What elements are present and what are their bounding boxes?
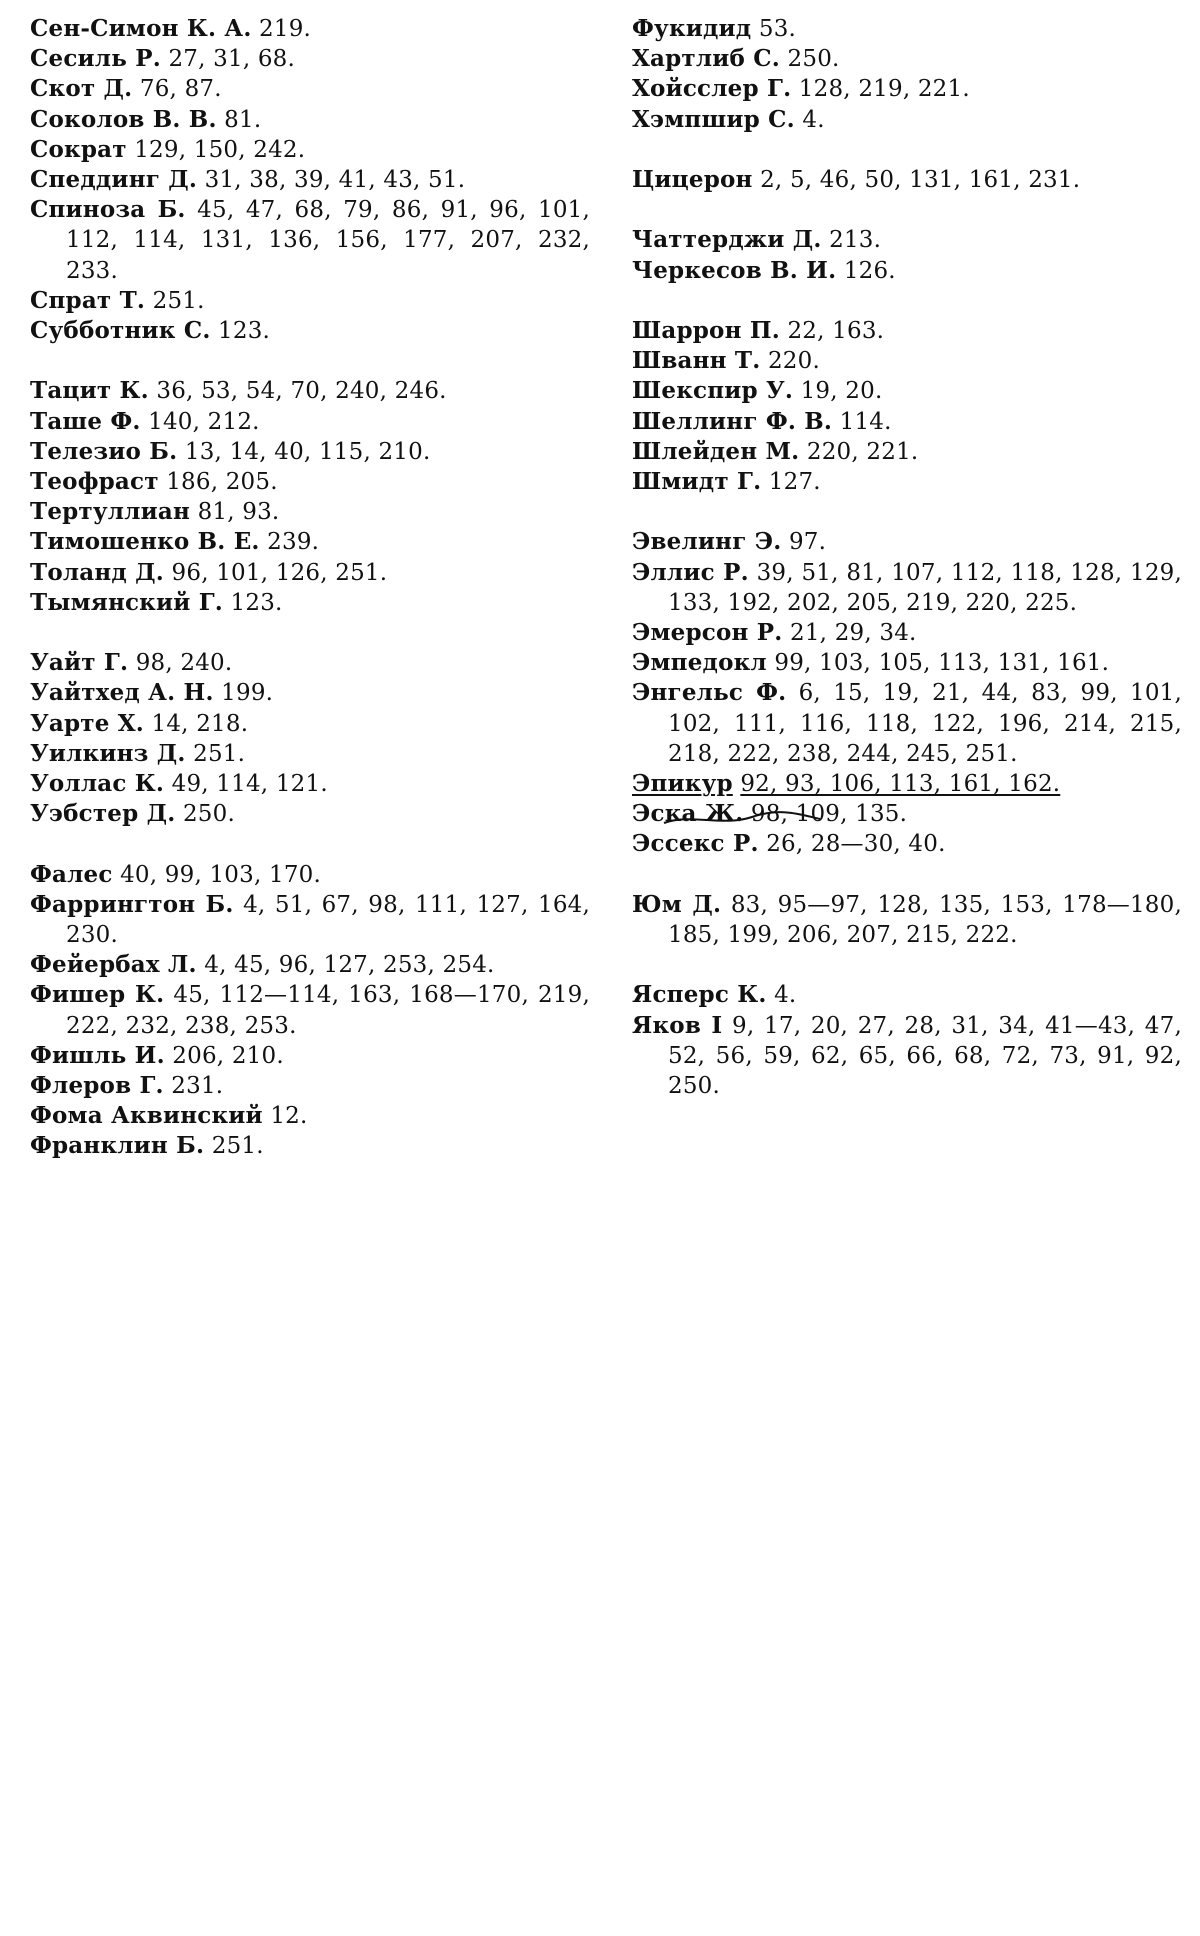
- entry-pages: 97.: [788, 529, 827, 556]
- entry-name: Тимошенко В. Е.: [30, 528, 260, 556]
- entry-pages: 220, 221.: [806, 438, 919, 465]
- index-entry: [632, 678, 1182, 769]
- entry-pages: 4, 45, 96, 127, 253, 254.: [204, 952, 495, 979]
- letter-group-gap: [30, 346, 590, 376]
- entry-name: Фалес: [30, 860, 113, 888]
- entry-name: Фейербах Л.: [30, 951, 197, 979]
- entry-pages: 13, 14, 40, 115, 210.: [184, 438, 431, 465]
- entry-name: Яков I: [632, 1011, 723, 1039]
- entry-pages: 250.: [787, 46, 840, 73]
- entry-pages: 12.: [270, 1103, 308, 1130]
- entry-pages: 4, 51, 67, 98, 111, 127, 164, 230.: [66, 891, 590, 949]
- letter-group-gap: [30, 618, 590, 648]
- entry-pages: 6, 15, 19, 21, 44, 83, 99, 101, 102, 111, 116, 118, 122, 196, 214, 215, 218, 222, 238, 244, 245, 251.: [668, 680, 1182, 767]
- index-entry: [632, 558, 1182, 618]
- entry-name: Франклин Б.: [30, 1132, 205, 1160]
- entry-pages: 250.: [182, 801, 235, 828]
- letter-group-gap: [632, 860, 1182, 890]
- entry-pages: 22, 163.: [787, 317, 885, 344]
- entry-name: Таше Ф.: [30, 407, 141, 435]
- entry-name: Эска Ж.: [632, 800, 744, 828]
- entry-name: Теофраст: [30, 468, 159, 496]
- index-entry: [30, 890, 590, 950]
- entry-name: Уайт Г.: [30, 649, 129, 677]
- letter-group-gap: [632, 135, 1182, 165]
- entry-pages: 14, 218.: [151, 710, 249, 737]
- entry-pages: 4.: [774, 982, 797, 1009]
- entry-name: Фаррингтон Б.: [30, 890, 234, 918]
- index-entry: [30, 648, 590, 678]
- entry-name: Сократ: [30, 135, 127, 163]
- letter-group-gap: [632, 950, 1182, 980]
- entry-pages: 206, 210.: [172, 1042, 284, 1069]
- index-entry: [632, 527, 1182, 557]
- entry-name: Флеров Г.: [30, 1072, 164, 1100]
- entry-name: Шаррон П.: [632, 316, 780, 344]
- entry-name: Фома Аквинский: [30, 1102, 263, 1130]
- entry-name: Шмидт Г.: [632, 468, 762, 495]
- index-entry: [632, 14, 1182, 44]
- entry-pages: 114.: [839, 408, 892, 435]
- entry-name: Хартлиб С.: [632, 45, 781, 73]
- entry-name: Уарте Х.: [30, 709, 144, 737]
- entry-pages: 2, 5, 46, 50, 131, 161, 231.: [760, 167, 1081, 193]
- entry-name: Сесиль Р.: [30, 45, 161, 73]
- entry-name: Шлейден М.: [632, 437, 800, 465]
- entry-name: Энгельс Ф.: [632, 679, 787, 707]
- index-entry: [632, 44, 1182, 74]
- index-entry: [30, 860, 590, 890]
- index-entry: [30, 74, 590, 104]
- index-entry: [30, 588, 590, 618]
- entry-pages: 123.: [218, 318, 271, 345]
- entry-pages: 92, 93, 106, 113, 161, 162.: [740, 771, 1061, 798]
- entry-name: Уэбстер Д.: [30, 800, 176, 828]
- entry-pages: 128, 219, 221.: [798, 76, 970, 103]
- index-entry: [30, 950, 590, 980]
- entry-name: Соколов В. В.: [30, 105, 217, 133]
- entry-pages: 96, 101, 126, 251.: [171, 559, 388, 586]
- entry-pages: 99, 103, 105, 113, 131, 161.: [774, 650, 1110, 677]
- index-entry: [30, 1071, 590, 1101]
- entry-name: Эмерсон Р.: [632, 619, 783, 646]
- entry-name: Шеллинг Ф. В.: [632, 407, 833, 435]
- entry-name: Субботник С.: [30, 317, 211, 345]
- index-entry: [632, 316, 1182, 346]
- entry-name: Спеддинг Д.: [30, 166, 198, 194]
- index-entry: [30, 195, 590, 286]
- index-entry: [632, 256, 1182, 286]
- entry-pages: 45, 47, 68, 79, 86, 91, 96, 101, 112, 114, 131, 136, 156, 177, 207, 232, 233.: [66, 197, 590, 284]
- index-entry: [632, 980, 1182, 1010]
- entry-name: Толанд Д.: [30, 558, 165, 586]
- index-entry: [30, 497, 590, 527]
- index-entry: [30, 527, 590, 557]
- index-entry: [632, 437, 1182, 467]
- index-entry: [30, 467, 590, 497]
- entry-pages: 127.: [768, 469, 821, 495]
- entry-pages: 98, 240.: [135, 650, 233, 677]
- letter-group-gap: [632, 195, 1182, 225]
- entry-name: Уоллас К.: [30, 770, 165, 798]
- entry-pages: 123.: [230, 589, 283, 616]
- entry-name: Тацит К.: [30, 377, 149, 405]
- entry-name: Хойсслер Г.: [632, 75, 792, 103]
- entry-pages: 49, 114, 121.: [171, 771, 328, 798]
- entry-pages: 31, 38, 39, 41, 43, 51.: [204, 167, 466, 194]
- index-entry: [30, 165, 590, 195]
- index-entry: [632, 618, 1182, 648]
- entry-pages: 21, 29, 34.: [790, 620, 917, 646]
- entry-pages: 129, 150, 242.: [134, 136, 306, 163]
- index-entry: [632, 769, 1182, 799]
- index-entry: [30, 709, 590, 739]
- index-entry: [632, 225, 1182, 255]
- index-entry: [632, 346, 1182, 376]
- index-entry: [30, 135, 590, 165]
- entry-pages: 251.: [152, 287, 205, 314]
- entry-pages: 4.: [802, 106, 825, 133]
- index-entry: [632, 105, 1182, 135]
- entry-name: Ясперс К.: [632, 981, 767, 1009]
- index-entry: [30, 14, 590, 44]
- entry-pages: 239.: [267, 529, 320, 556]
- index-column-left: [30, 14, 590, 1162]
- entry-name: Юм Д.: [632, 890, 722, 918]
- index-entry: [632, 407, 1182, 437]
- index-entry: [30, 105, 590, 135]
- entry-pages: 199.: [221, 680, 274, 707]
- index-entry: [632, 890, 1182, 950]
- index-entry: [30, 1131, 590, 1161]
- index-entry: [632, 648, 1182, 678]
- index-column-right: [632, 14, 1182, 1101]
- index-entry: [30, 286, 590, 316]
- entry-name: Фишль И.: [30, 1041, 165, 1069]
- entry-pages: 213.: [829, 227, 882, 254]
- letter-group-gap: [30, 829, 590, 859]
- index-entry: [632, 1011, 1182, 1102]
- entry-pages: 219.: [259, 16, 312, 42]
- index-entry: [30, 980, 590, 1040]
- entry-name: Тымянский Г.: [30, 588, 224, 616]
- index-entry: [30, 437, 590, 467]
- index-entry: [30, 769, 590, 799]
- entry-name: Хэмпшир С.: [632, 105, 795, 133]
- letter-group-gap: [632, 497, 1182, 527]
- index-entry: [30, 739, 590, 769]
- entry-pages: 76, 87.: [139, 76, 222, 103]
- index-entry: [30, 799, 590, 829]
- entry-pages: 83, 95—97, 128, 135, 153, 178—180, 185, 199, 206, 207, 215, 222.: [668, 891, 1182, 949]
- entry-name: Эссекс Р.: [632, 830, 759, 858]
- entry-pages: 251.: [193, 740, 246, 767]
- entry-name: Чаттерджи Д.: [632, 226, 822, 254]
- index-entry: [632, 165, 1182, 195]
- index-entry: [632, 74, 1182, 104]
- entry-pages: 140, 212.: [148, 408, 260, 435]
- entry-name: Фишер К.: [30, 981, 165, 1009]
- entry-pages: 36, 53, 54, 70, 240, 246.: [156, 378, 447, 405]
- entry-name: Эмпедокл: [632, 649, 767, 677]
- entry-name: Скот Д.: [30, 75, 133, 103]
- entry-pages: 231.: [171, 1073, 224, 1100]
- entry-name: Спрат Т.: [30, 286, 146, 314]
- entry-name: Эпикур: [632, 770, 733, 798]
- entry-name: Уайтхед А. Н.: [30, 679, 214, 707]
- entry-name: Сен-Симон К. А.: [30, 15, 252, 42]
- entry-pages: 27, 31, 68.: [168, 46, 296, 73]
- entry-pages: 45, 112—114, 163, 168—170, 219, 222, 232, 238, 253.: [66, 982, 590, 1039]
- entry-pages: 81.: [224, 106, 262, 133]
- entry-pages: 251.: [211, 1133, 264, 1160]
- entry-pages: 26, 28—30, 40.: [766, 831, 946, 858]
- index-entry: [632, 376, 1182, 406]
- index-entry: [30, 44, 590, 74]
- entry-pages: 53.: [758, 16, 797, 42]
- entry-pages: 9, 17, 20, 27, 28, 31, 34, 41—43, 47, 52, 56, 59, 62, 65, 66, 68, 72, 73, 91, 92, 250.: [668, 1012, 1182, 1100]
- entry-name: Эвелинг Э.: [632, 528, 782, 556]
- index-entry: [30, 316, 590, 346]
- letter-group-gap: [632, 286, 1182, 316]
- index-entry: [30, 558, 590, 588]
- entry-name: Тертуллиан: [30, 498, 191, 526]
- entry-name: Эллис Р.: [632, 558, 749, 586]
- index-entry: [30, 678, 590, 708]
- entry-pages: 98, 109, 135.: [750, 801, 908, 828]
- index-entry: [632, 799, 1182, 829]
- entry-name: Уилкинз Д.: [30, 739, 186, 767]
- entry-name: Шванн Т.: [632, 347, 761, 375]
- entry-pages: 19, 20.: [800, 378, 883, 405]
- index-entry: [30, 376, 590, 406]
- index-entry: [30, 1041, 590, 1071]
- entry-pages: 186, 205.: [166, 469, 278, 496]
- entry-name: Фукидид: [632, 15, 752, 42]
- entry-name: Цицерон: [632, 166, 753, 193]
- entry-name: Телезио Б.: [30, 437, 178, 465]
- entry-name: Спиноза Б.: [30, 196, 186, 224]
- entry-pages: 40, 99, 103, 170.: [120, 861, 322, 888]
- index-entry: [30, 407, 590, 437]
- entry-name: Черкесов В. И.: [632, 256, 837, 284]
- index-entry: [632, 829, 1182, 859]
- entry-name: Шекспир У.: [632, 377, 794, 405]
- entry-pages: 39, 51, 81, 107, 112, 118, 128, 129, 133, 192, 202, 205, 219, 220, 225.: [668, 559, 1183, 616]
- entry-pages: 126.: [843, 257, 896, 284]
- index-entry: [30, 1101, 590, 1131]
- index-entry: [632, 467, 1182, 497]
- entry-pages: 81, 93.: [197, 499, 280, 526]
- entry-pages: 220.: [767, 348, 820, 375]
